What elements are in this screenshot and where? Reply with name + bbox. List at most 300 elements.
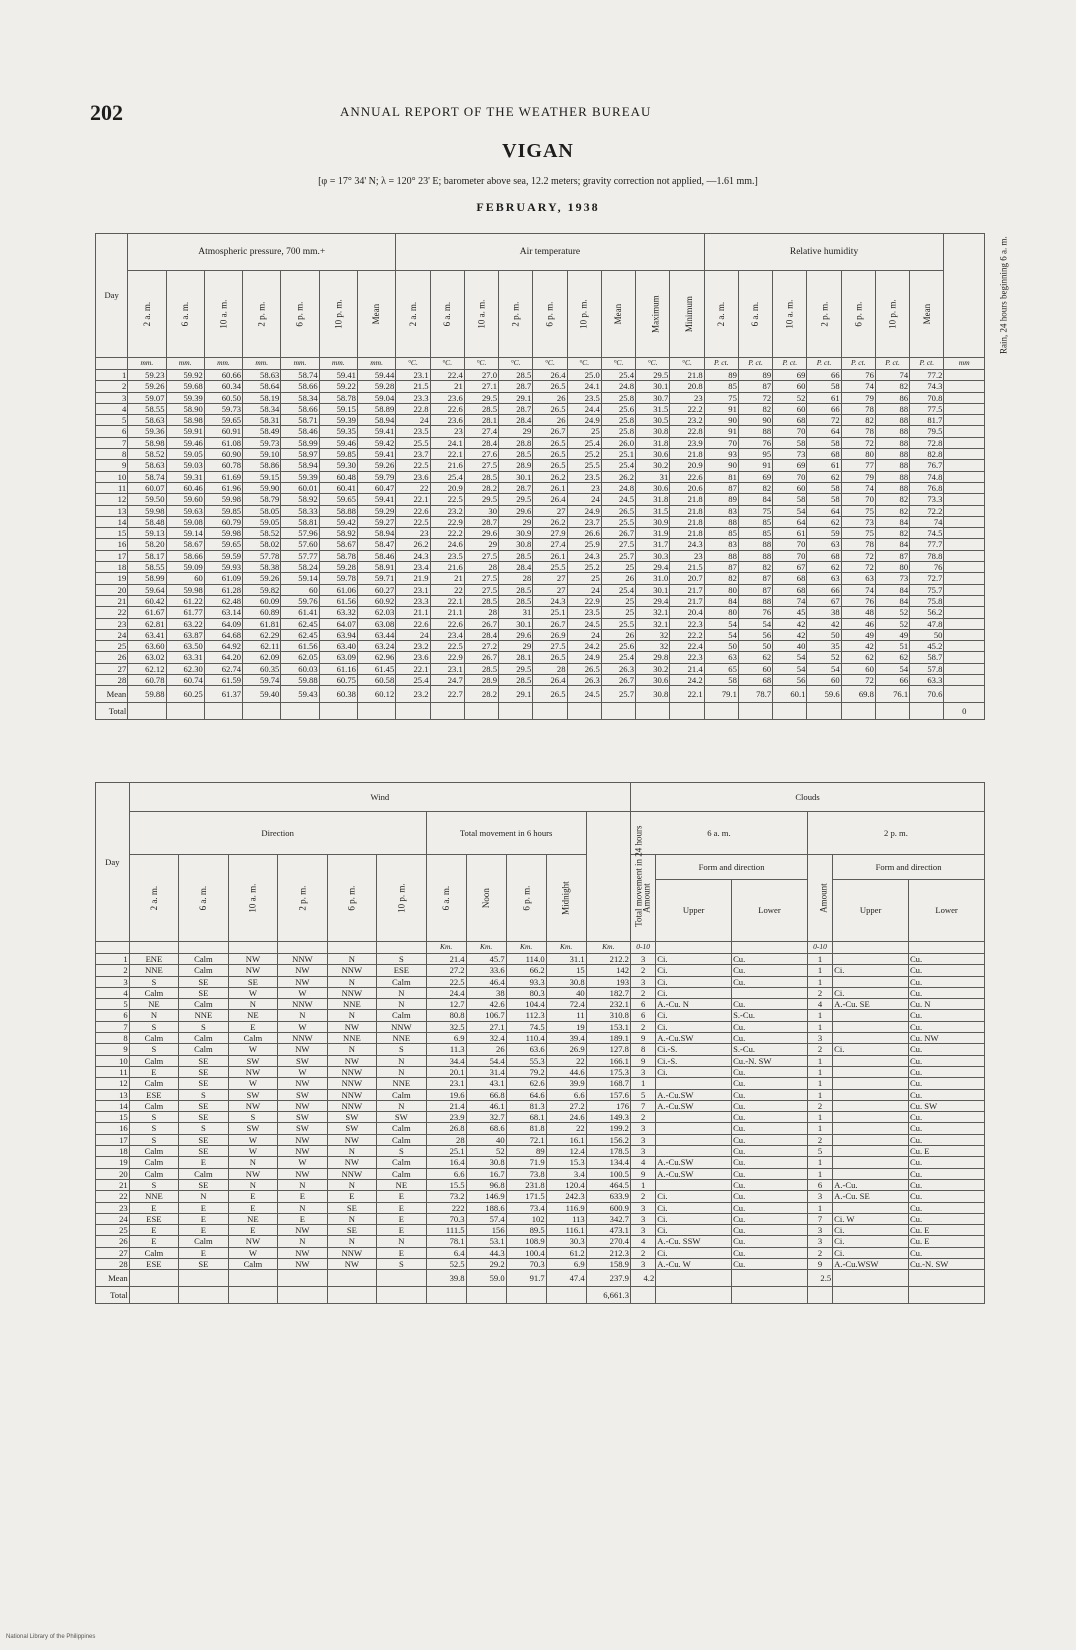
day-cell: 13 — [96, 505, 128, 516]
value-cell: 29.4 — [636, 562, 670, 573]
value-cell: 70.3 — [506, 1259, 546, 1270]
mean-cell: 60.12 — [357, 686, 395, 703]
value-cell: E — [228, 1225, 277, 1236]
value-cell: 9 — [630, 1168, 655, 1179]
value-cell: E — [179, 1213, 228, 1224]
value-cell: SE — [179, 1146, 228, 1157]
value-cell: Ci. — [656, 1191, 732, 1202]
value-cell: 84 — [738, 494, 772, 505]
value-cell — [944, 505, 985, 516]
value-cell: NW — [327, 1157, 376, 1168]
temp-col-header: 10 p. m. — [567, 271, 601, 358]
value-cell: 3 — [807, 1033, 832, 1044]
value-cell: Cu. — [908, 965, 984, 976]
value-cell: SW — [228, 1055, 277, 1066]
table-row — [96, 449, 985, 460]
value-cell: 28.4 — [464, 629, 498, 640]
day-cell: 1 — [96, 954, 130, 965]
value-cell: 56 — [773, 675, 807, 686]
value-cell: 156.2 — [586, 1134, 630, 1145]
value-cell: 59.42 — [319, 516, 357, 527]
value-cell: 3 — [630, 954, 655, 965]
direction-col-header: 2 a. m. — [129, 855, 178, 942]
table-row — [96, 1010, 985, 1021]
value-cell: 22.9 — [430, 516, 464, 527]
day-cell: 23 — [96, 618, 128, 629]
value-cell: 59.73 — [204, 403, 242, 414]
value-cell: 58.99 — [128, 573, 166, 584]
value-cell: NNW — [327, 1247, 376, 1258]
value-cell: 59.30 — [319, 460, 357, 471]
table-row — [96, 1078, 985, 1089]
value-cell: 30.1 — [636, 381, 670, 392]
value-cell: 26.7 — [464, 618, 498, 629]
value-cell: 59.90 — [243, 482, 281, 493]
value-cell: Cu. — [908, 987, 984, 998]
value-cell: 87 — [875, 550, 909, 561]
value-cell: 20.9 — [670, 460, 704, 471]
value-cell: 75 — [738, 505, 772, 516]
value-cell: 68 — [773, 573, 807, 584]
value-cell: 22.6 — [670, 471, 704, 482]
value-cell: E — [327, 1191, 376, 1202]
value-cell: 24.8 — [601, 482, 635, 493]
value-cell — [944, 573, 985, 584]
value-cell: 58.99 — [281, 437, 319, 448]
value-cell: 84 — [875, 539, 909, 550]
mean-cell: 24.5 — [567, 686, 601, 703]
value-cell: 212.2 — [586, 954, 630, 965]
value-cell: 59.08 — [166, 516, 204, 527]
value-cell: 72 — [841, 562, 875, 573]
value-cell: E — [228, 1021, 277, 1032]
value-cell: Cu. — [732, 1134, 808, 1145]
value-cell: 58.17 — [128, 550, 166, 561]
table-row — [96, 954, 985, 965]
value-cell: Cu. — [908, 1112, 984, 1123]
value-cell: Ci. — [833, 1236, 909, 1247]
value-cell: 2 — [630, 1247, 655, 1258]
value-cell: E — [377, 1202, 426, 1213]
value-cell: 23.7 — [567, 516, 601, 527]
value-cell: 89 — [704, 494, 738, 505]
value-cell: 27.1 — [464, 381, 498, 392]
value-cell: 62 — [738, 652, 772, 663]
table-row — [96, 999, 985, 1010]
mean-cell — [732, 1270, 808, 1287]
value-cell — [833, 954, 909, 965]
lower-header: Lower — [758, 905, 781, 915]
value-cell: Ci. — [833, 1247, 909, 1258]
value-cell: 26.2 — [396, 539, 430, 550]
table-row — [96, 1202, 985, 1213]
day-cell: 27 — [96, 663, 128, 674]
value-cell: 58.34 — [281, 392, 319, 403]
value-cell: 64 — [773, 516, 807, 527]
value-cell: 24.1 — [430, 437, 464, 448]
value-cell — [656, 1179, 732, 1190]
value-cell: 22.4 — [670, 641, 704, 652]
value-cell — [833, 1123, 909, 1134]
value-cell: 74 — [841, 584, 875, 595]
mean-cell: 69.8 — [841, 686, 875, 703]
value-cell: A.-Cu.SW — [656, 1157, 732, 1168]
value-cell: 23.7 — [396, 449, 430, 460]
value-cell: 106.7 — [466, 1010, 506, 1021]
value-cell: NNW — [377, 1021, 426, 1032]
month-title: FEBRUARY, 1938 — [476, 200, 600, 214]
value-cell: 127.8 — [586, 1044, 630, 1055]
value-cell: 86 — [875, 392, 909, 403]
value-cell: 72.7 — [910, 573, 944, 584]
value-cell: 58.97 — [281, 449, 319, 460]
mean-cell: 60.1 — [773, 686, 807, 703]
value-cell: 242.3 — [546, 1191, 586, 1202]
value-cell: 89 — [738, 370, 772, 381]
value-cell: 58.98 — [166, 415, 204, 426]
value-cell: 58.66 — [281, 381, 319, 392]
unit-cell: 0-10 — [807, 942, 832, 954]
value-cell: 58.05 — [243, 505, 281, 516]
unit-cell: Km. — [586, 942, 630, 954]
value-cell: 28.5 — [464, 471, 498, 482]
value-cell: 28.5 — [499, 550, 533, 561]
value-cell — [944, 663, 985, 674]
value-cell: Ci.-S. — [656, 1044, 732, 1055]
value-cell: 59.73 — [243, 437, 281, 448]
value-cell: 54 — [807, 663, 841, 674]
table-row — [96, 1021, 985, 1032]
value-cell: 76 — [841, 595, 875, 606]
value-cell: NNW — [278, 999, 327, 1010]
value-cell: 28 — [464, 562, 498, 573]
mean-cell: 60.38 — [319, 686, 357, 703]
value-cell: Cu. — [732, 1225, 808, 1236]
value-cell: 45.7 — [466, 954, 506, 965]
value-cell: Cu. — [908, 1066, 984, 1077]
value-cell: 45 — [773, 607, 807, 618]
value-cell: 60.66 — [204, 370, 242, 381]
value-cell: ESE — [129, 1213, 178, 1224]
value-cell: 58.74 — [128, 471, 166, 482]
value-cell: NW — [278, 1225, 327, 1236]
value-cell: 59.23 — [128, 370, 166, 381]
mean-cell: 23.2 — [396, 686, 430, 703]
value-cell: 26.7 — [533, 618, 567, 629]
unit-cell — [377, 942, 426, 954]
value-cell: 59.41 — [357, 494, 395, 505]
value-cell: 23.9 — [426, 1112, 466, 1123]
unit-cell: °C. — [430, 358, 464, 370]
value-cell: 58.91 — [357, 562, 395, 573]
unit-cell: mm. — [166, 358, 204, 370]
value-cell: 21.1 — [430, 607, 464, 618]
value-cell: 29.5 — [499, 494, 533, 505]
value-cell: ESE — [377, 965, 426, 976]
value-cell: 3 — [630, 1146, 655, 1157]
table-row — [96, 505, 985, 516]
value-cell: 58.92 — [319, 528, 357, 539]
value-cell: 29.6 — [464, 528, 498, 539]
temp-col-header: Maximum — [636, 271, 670, 358]
table-row — [96, 1168, 985, 1179]
value-cell: Ci.-S. — [656, 1055, 732, 1066]
value-cell: A.-Cu.SW — [656, 1168, 732, 1179]
value-cell: 58.66 — [166, 550, 204, 561]
value-cell: 310.8 — [586, 1010, 630, 1021]
value-cell: E — [228, 1202, 277, 1213]
value-cell — [944, 381, 985, 392]
value-cell: 84 — [875, 516, 909, 527]
value-cell: 60.79 — [204, 516, 242, 527]
movement-col-header: Midnight — [546, 855, 586, 942]
value-cell: 20.9 — [430, 482, 464, 493]
value-cell: 72 — [841, 675, 875, 686]
table-row — [96, 1089, 985, 1100]
value-cell: 59.50 — [128, 494, 166, 505]
value-cell: 27 — [533, 505, 567, 516]
value-cell: 6.4 — [426, 1247, 466, 1258]
value-cell: 27.5 — [464, 573, 498, 584]
value-cell: N — [377, 1066, 426, 1077]
total-cell — [908, 1287, 984, 1304]
value-cell: 76.7 — [910, 460, 944, 471]
value-cell: 24 — [567, 584, 601, 595]
day-cell: 15 — [96, 528, 128, 539]
value-cell: 22 — [430, 584, 464, 595]
day-cell: 2 — [96, 965, 130, 976]
value-cell: 61.81 — [243, 618, 281, 629]
table-row — [96, 562, 985, 573]
day-cell: 4 — [96, 403, 128, 414]
value-cell: 82 — [875, 381, 909, 392]
value-cell: 58.63 — [128, 460, 166, 471]
value-cell: 23.6 — [396, 471, 430, 482]
day-cell: 6 — [96, 426, 128, 437]
value-cell: 31 — [636, 471, 670, 482]
value-cell: 26.6 — [567, 528, 601, 539]
value-cell: ESE — [129, 1259, 178, 1270]
value-cell: 64 — [807, 505, 841, 516]
value-cell: 23 — [567, 482, 601, 493]
value-cell: 58.19 — [243, 392, 281, 403]
value-cell: 57.78 — [243, 550, 281, 561]
value-cell: 66 — [807, 584, 841, 595]
value-cell: Cu. — [908, 1168, 984, 1179]
value-cell: 1 — [807, 1202, 832, 1213]
value-cell: 63.24 — [357, 641, 395, 652]
value-cell: 158.9 — [586, 1259, 630, 1270]
value-cell: 59.14 — [166, 528, 204, 539]
value-cell — [833, 1100, 909, 1111]
table-row — [96, 403, 985, 414]
value-cell: Calm — [129, 1033, 178, 1044]
unit-cell: P. ct. — [738, 358, 772, 370]
value-cell: 63.02 — [128, 652, 166, 663]
value-cell: Cu. — [908, 1010, 984, 1021]
value-cell: W — [278, 987, 327, 998]
value-cell: Calm — [129, 1157, 178, 1168]
value-cell: 59.39 — [319, 415, 357, 426]
value-cell: NW — [278, 976, 327, 987]
value-cell: 21.6 — [430, 460, 464, 471]
value-cell — [944, 652, 985, 663]
value-cell: 81 — [704, 471, 738, 482]
value-cell: 42 — [841, 641, 875, 652]
value-cell: 22.1 — [430, 449, 464, 460]
mean-cell: 47.4 — [546, 1270, 586, 1287]
value-cell: 62.30 — [166, 663, 204, 674]
mean-cell: 237.9 — [586, 1270, 630, 1287]
value-cell: Calm — [377, 1123, 426, 1134]
value-cell: 58.33 — [281, 505, 319, 516]
value-cell: 58.98 — [128, 437, 166, 448]
table-row — [96, 1123, 985, 1134]
value-cell: 20.7 — [670, 573, 704, 584]
value-cell: NE — [228, 1010, 277, 1021]
value-cell: 63.3 — [910, 675, 944, 686]
value-cell: 193 — [586, 976, 630, 987]
value-cell: 22.5 — [396, 460, 430, 471]
value-cell: Cu. E — [908, 1236, 984, 1247]
value-cell: 62.09 — [243, 652, 281, 663]
mean-cell: 59.0 — [466, 1270, 506, 1287]
value-cell: 63.41 — [128, 629, 166, 640]
value-cell: A.-Cu. SE — [833, 999, 909, 1010]
value-cell: W — [228, 987, 277, 998]
value-cell: 30.9 — [499, 528, 533, 539]
value-cell: 80 — [841, 449, 875, 460]
value-cell: N — [327, 1179, 376, 1190]
value-cell: 63.87 — [166, 629, 204, 640]
value-cell: 58.46 — [281, 426, 319, 437]
value-cell: 58.66 — [281, 403, 319, 414]
direction-col-header: 6 a. m. — [179, 855, 228, 942]
value-cell: S — [179, 1021, 228, 1032]
value-cell: 25.8 — [601, 426, 635, 437]
value-cell: 12.7 — [426, 999, 466, 1010]
table-row — [96, 1259, 985, 1270]
value-cell: 28.5 — [499, 584, 533, 595]
value-cell: 1 — [807, 1157, 832, 1168]
direction-col-header: 10 a. m. — [228, 855, 277, 942]
value-cell: W — [228, 1146, 277, 1157]
value-cell: 23.3 — [396, 392, 430, 403]
value-cell: 189.1 — [586, 1033, 630, 1044]
unit-cell: °C. — [636, 358, 670, 370]
value-cell: N — [327, 1044, 376, 1055]
value-cell: A.-Cu.SW — [656, 1089, 732, 1100]
value-cell: 66 — [807, 403, 841, 414]
total-cell — [228, 1287, 277, 1304]
value-cell: Cu. — [732, 954, 808, 965]
value-cell: 30.8 — [466, 1157, 506, 1168]
value-cell: 26 — [466, 1044, 506, 1055]
clouds-6am-header: 6 a. m. — [630, 812, 807, 855]
value-cell: 146.9 — [466, 1191, 506, 1202]
value-cell: 7 — [630, 1100, 655, 1111]
value-cell: S — [228, 1112, 277, 1123]
value-cell: Cu. — [908, 1055, 984, 1066]
unit-cell: mm. — [319, 358, 357, 370]
value-cell: E — [377, 1247, 426, 1258]
mean-cell: 59.6 — [807, 686, 841, 703]
value-cell: 75.8 — [910, 595, 944, 606]
value-cell: 58.52 — [128, 449, 166, 460]
value-cell: 58.24 — [281, 562, 319, 573]
value-cell: 25.4 — [430, 471, 464, 482]
value-cell: 25.1 — [426, 1146, 466, 1157]
running-head: ANNUAL REPORT OF THE WEATHER BUREAU — [340, 104, 652, 119]
value-cell: 70 — [773, 471, 807, 482]
value-cell: 28.4 — [499, 562, 533, 573]
unit-cell: mm. — [281, 358, 319, 370]
value-cell: 149.3 — [586, 1112, 630, 1123]
value-cell: 58.94 — [357, 415, 395, 426]
value-cell: 20.1 — [426, 1066, 466, 1077]
value-cell: 78 — [841, 403, 875, 414]
value-cell: 22 — [546, 1123, 586, 1134]
value-cell: 113 — [546, 1213, 586, 1224]
value-cell: 59.65 — [319, 494, 357, 505]
value-cell: 83 — [704, 539, 738, 550]
value-cell: 22.2 — [670, 403, 704, 414]
value-cell: 58.31 — [243, 415, 281, 426]
value-cell: 28.4 — [464, 437, 498, 448]
value-cell — [944, 370, 985, 381]
table-row — [96, 370, 985, 381]
value-cell: 72 — [841, 437, 875, 448]
value-cell: NW — [327, 1021, 376, 1032]
value-cell: Calm — [377, 1168, 426, 1179]
hum-col-header: 10 p. m. — [875, 271, 909, 358]
value-cell: 89 — [506, 1146, 546, 1157]
value-cell: 76 — [841, 370, 875, 381]
value-cell: 62.12 — [128, 663, 166, 674]
value-cell: 26.5 — [533, 652, 567, 663]
value-cell: A.-Cu.WSW — [833, 1259, 909, 1270]
table-row — [96, 1066, 985, 1077]
value-cell: A.-Cu. W — [656, 1259, 732, 1270]
value-cell: 9 — [807, 1259, 832, 1270]
value-cell: 61.16 — [319, 663, 357, 674]
table-row — [96, 494, 985, 505]
value-cell: 62.45 — [281, 629, 319, 640]
footer-credit: National Library of the Philippines — [6, 1634, 96, 1640]
value-cell: 60 — [773, 482, 807, 493]
value-cell: N — [278, 1010, 327, 1021]
value-cell: 78 — [841, 426, 875, 437]
mean-cell: 78.7 — [738, 686, 772, 703]
value-cell: 60.75 — [319, 675, 357, 686]
value-cell: Calm — [129, 1078, 178, 1089]
value-cell: A.-Cu.SW — [656, 1100, 732, 1111]
value-cell: 22.3 — [670, 618, 704, 629]
day-cell: 28 — [96, 1259, 130, 1270]
value-cell — [833, 1066, 909, 1077]
value-cell: 58.88 — [319, 505, 357, 516]
mean-cell — [228, 1270, 277, 1287]
value-cell: SE — [327, 1202, 376, 1213]
value-cell: 26.2 — [601, 471, 635, 482]
day-cell: 12 — [96, 494, 128, 505]
value-cell: 27 — [533, 573, 567, 584]
value-cell: W — [278, 1157, 327, 1168]
value-cell: 23.5 — [430, 550, 464, 561]
value-cell: 29 — [499, 516, 533, 527]
value-cell: 26.5 — [533, 437, 567, 448]
value-cell: 22.1 — [396, 663, 430, 674]
